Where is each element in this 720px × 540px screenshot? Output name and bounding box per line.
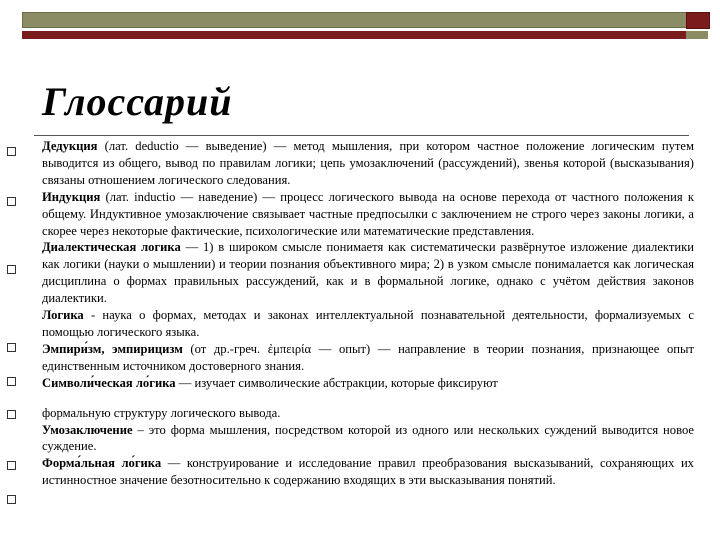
bullet-square-icon: [7, 343, 16, 352]
bullet-square-icon: [7, 410, 16, 419]
glossary-continuation: [42, 405, 694, 422]
bullet-square-icon: [7, 461, 16, 470]
glossary-term: Эмпири́зм, эмпирицизм: [42, 341, 183, 356]
glossary-entry: [42, 341, 694, 375]
glossary-term: Диалектическая логика: [42, 240, 181, 255]
bullet-square-icon: [7, 265, 16, 274]
glossary-entry: [42, 422, 694, 456]
glossary-term: Индукция: [42, 189, 101, 204]
glossary-term: Форма́льная ло́гика: [42, 456, 162, 471]
glossary-definition: (лат. inductio — наведение) — процесс логического вывода на основе перехода от частного положения к общему. Индуктивное умозаключение связывает частные предпосылки с заключением не строго через законы логики, а скорее через некоторые фактические, психологические или математические представления.: [42, 189, 694, 238]
glossary-entry: [42, 375, 694, 392]
glossary-term: Умозаключение: [42, 422, 133, 437]
glossary-entry: [42, 455, 694, 489]
glossary-definition: (лат. deductio — выведение) — метод мышления, при котором частное положение логическим путем выводится из общего, вывод по правилам логики; цепь умозаключений (рассуждений), звенья которой (высказывания) связаны отношением логического следования.: [42, 139, 694, 187]
corner-square-bottom: [686, 31, 708, 39]
glossary-list: [42, 138, 694, 489]
header-accent-bar: [22, 31, 690, 39]
glossary-definition: — конструирование и исследование правил преобразования высказываний, сохраняющих их истинностное значение безотносительно к содержанию входящих в эти высказывания понятий.: [42, 456, 694, 488]
glossary-entry: [42, 239, 694, 307]
header-decor-bar: [22, 12, 692, 28]
title-divider: [34, 135, 689, 136]
glossary-definition: - наука о формах, методах и законах интеллектуальной познавательной деятельности, формализуемых с помощью логического языка.: [42, 308, 694, 339]
corner-square-top: [686, 12, 710, 29]
glossary-entry: [42, 307, 694, 341]
glossary-definition: – это форма мышления, посредством которой из одного или нескольких суждений выводится новое суждение.: [42, 422, 694, 454]
bullet-square-icon: [7, 197, 16, 206]
slide-title: Глоссарий: [42, 79, 233, 124]
bullet-square-icon: [7, 495, 16, 504]
glossary-definition: — изучает символические абстракции, которые фиксируют: [175, 375, 498, 390]
bullet-square-icon: [7, 147, 16, 156]
glossary-definition: формальную структуру логического вывода.: [42, 405, 281, 420]
glossary-term: Логика: [42, 308, 84, 323]
glossary-term: Дедукция: [42, 139, 98, 153]
bullet-square-icon: [7, 377, 16, 386]
glossary-term: Символи́ческая ло́гика: [42, 375, 176, 390]
glossary-entry: [42, 189, 694, 240]
glossary-entry: [42, 138, 694, 189]
glossary-definition: (от др.-греч. ἐμπειρία — опыт) — направление в теории познания, признающее опыт единственным источником достоверного знания.: [42, 341, 694, 373]
glossary-definition: — 1) в широком смысле понимаетя как систематически развёрнутое изложение диалектики как логики (науки о мышлении) и теории познания объективного мира; 2) в узком смысле понималается как логическая дисциплина о формах правильных рассуждений, как и в формальной логике, однако с учётом действия законов диалектики.: [42, 240, 694, 306]
